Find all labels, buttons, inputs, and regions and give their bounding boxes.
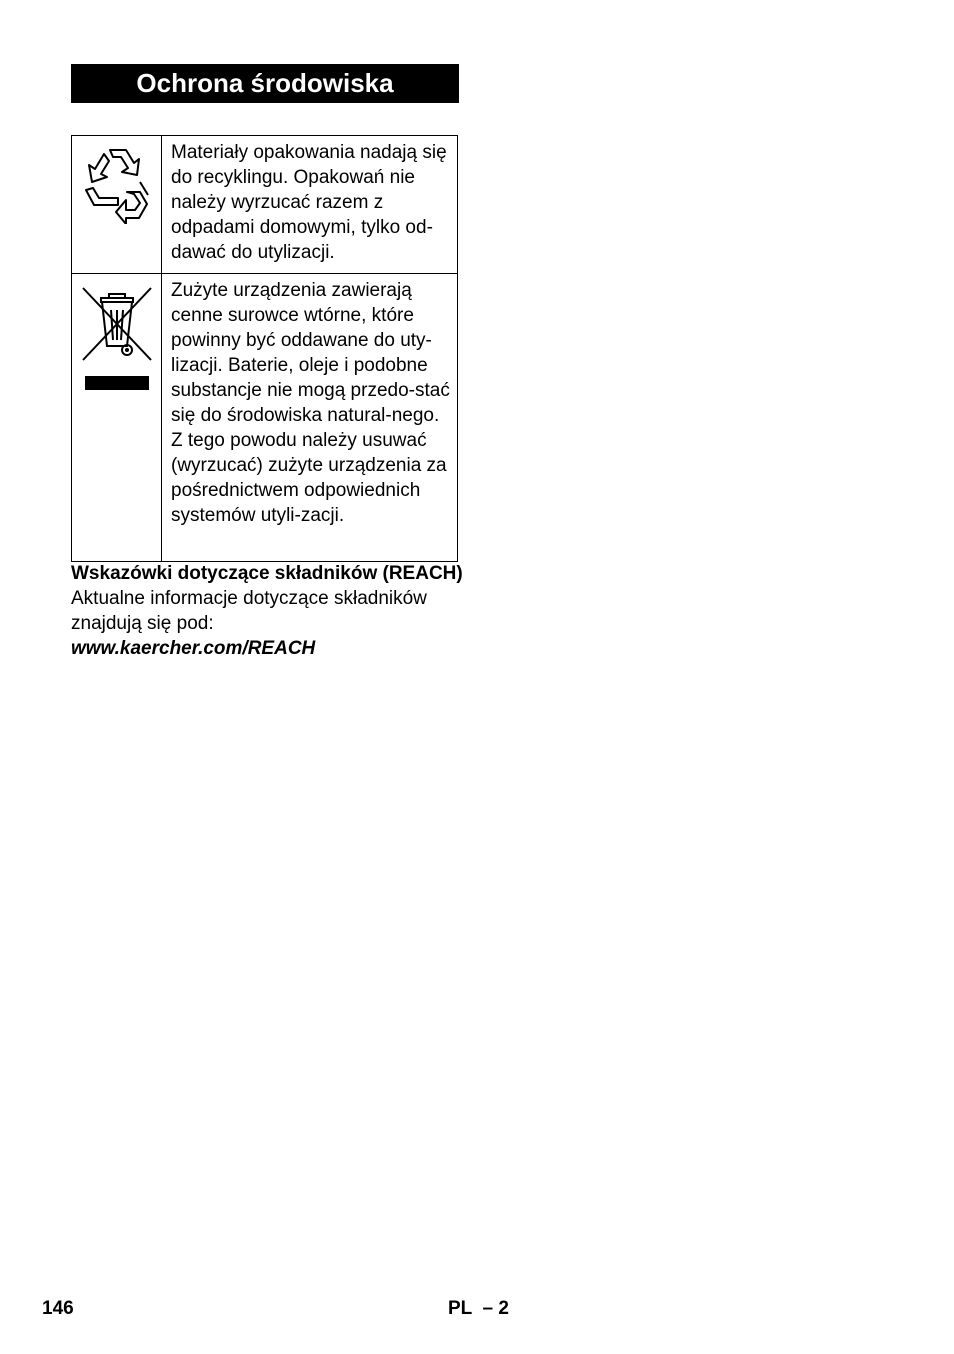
recycling-text: Materiały opakowania nadają się do recyklingu. Opakowań nie należy wyrzucać razem z odpadami domowymi, tylko od-dawać do utylizacji. [162,136,458,274]
recycling-icon [80,146,154,224]
reach-text: Aktualne informacje dotyczące składników znajdują się pod: [71,588,427,634]
icon-cell [72,136,162,274]
reach-heading: Wskazówki dotyczące składników (REACH) [71,563,463,584]
reach-section [71,561,471,661]
icon-cell [72,274,162,562]
page-number: 146 [42,1298,74,1319]
reach-link[interactable]: www.kaercher.com/REACH [71,638,316,659]
section-title: Ochrona środowiska [71,64,459,103]
environment-table [71,135,458,562]
crossed-out-bin-icon [79,284,155,394]
language-page-label: PL – 2 [448,1298,509,1319]
table-row [72,274,458,562]
table-row [72,136,458,274]
weee-text: Zużyte urządzenia zawierają cenne surowce wtórne, które powinny być oddawane do uty-lizacji. Baterie, oleje i podobne substancje nie mogą przedo-stać się do środowiska natural-nego. Z tego powodu należy usuwać (wyrzucać) zużyte urządzenia za pośrednictwem odpowiednich systemów utyli-zacji. [162,274,458,562]
